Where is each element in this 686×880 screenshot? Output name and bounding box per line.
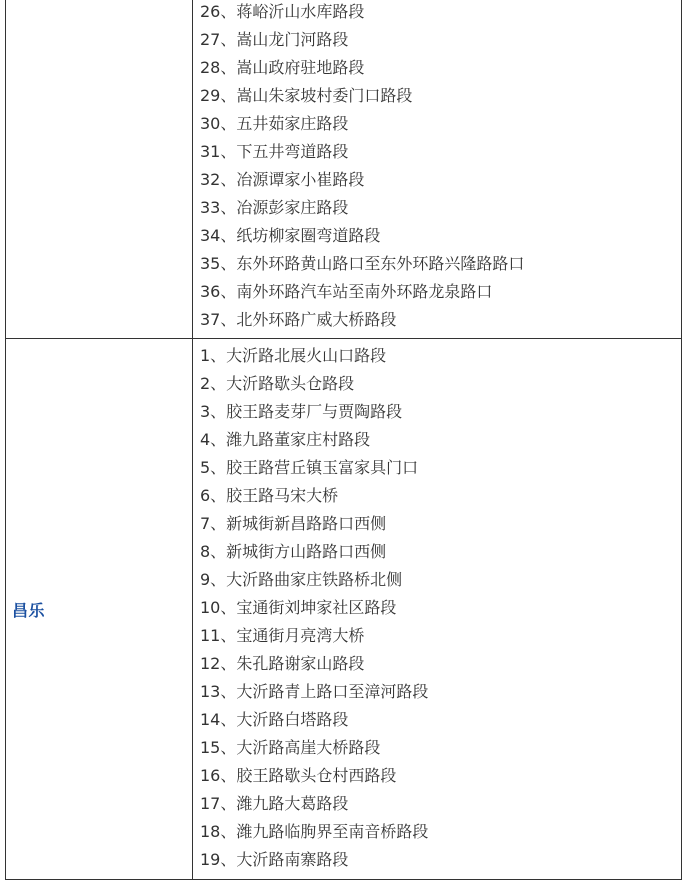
list-item: 3、胶王路麦芽厂与贾陶路段 xyxy=(200,402,403,421)
road-list xyxy=(193,0,681,338)
list-item: 14、大沂路白塔路段 xyxy=(200,710,349,729)
list-item: 26、蒋峪沂山水库路段 xyxy=(200,2,365,21)
list-item: 30、五井茹家庄路段 xyxy=(200,114,349,133)
list-item: 2、大沂路歇头仓路段 xyxy=(200,374,355,393)
region-name: 昌乐 xyxy=(12,600,46,620)
list-item: 1、大沂路北展火山口路段 xyxy=(200,346,387,365)
table-row xyxy=(6,0,682,339)
road-list-cell xyxy=(193,0,682,339)
list-item: 19、大沂路南寨路段 xyxy=(200,850,349,869)
list-item: 29、嵩山朱家坡村委门口路段 xyxy=(200,86,413,105)
list-item: 13、大沂路青上路口至漳河路段 xyxy=(200,682,429,701)
list-item: 36、南外环路汽车站至南外环路龙泉路口 xyxy=(200,282,493,301)
list-item: 27、嵩山龙门河路段 xyxy=(200,30,349,49)
list-item: 12、朱孔路谢家山路段 xyxy=(200,654,365,673)
list-item: 32、冶源谭家小崔路段 xyxy=(200,170,365,189)
list-item: 17、潍九路大葛路段 xyxy=(200,794,349,813)
list-item: 4、潍九路董家庄村路段 xyxy=(200,430,371,449)
list-item: 8、新城街方山路路口西侧 xyxy=(200,542,387,561)
region-cell xyxy=(6,339,193,880)
road-list-cell xyxy=(193,339,682,880)
list-item: 18、潍九路临朐界至南音桥路段 xyxy=(200,822,429,841)
road-section-table xyxy=(5,0,682,880)
list-item: 31、下五井弯道路段 xyxy=(200,142,349,161)
list-item: 16、胶王路歇头仓村西路段 xyxy=(200,766,397,785)
list-item: 9、大沂路曲家庄铁路桥北侧 xyxy=(200,570,403,589)
list-item: 6、胶王路马宋大桥 xyxy=(200,486,339,505)
region-cell xyxy=(6,0,193,339)
list-item: 10、宝通街刘坤家社区路段 xyxy=(200,598,397,617)
list-item: 28、嵩山政府驻地路段 xyxy=(200,58,365,77)
list-item: 11、宝通街月亮湾大桥 xyxy=(200,626,365,645)
list-item: 37、北外环路广威大桥路段 xyxy=(200,310,397,329)
list-item: 5、胶王路营丘镇玉富家具门口 xyxy=(200,458,419,477)
list-item: 34、纸坊柳家圈弯道路段 xyxy=(200,226,381,245)
table-row xyxy=(6,339,682,880)
list-item: 15、大沂路高崖大桥路段 xyxy=(200,738,381,757)
list-item: 35、东外环路黄山路口至东外环路兴隆路路口 xyxy=(200,254,525,273)
list-item: 7、新城街新昌路路口西侧 xyxy=(200,514,387,533)
list-item: 33、冶源彭家庄路段 xyxy=(200,198,349,217)
road-list xyxy=(193,339,681,878)
